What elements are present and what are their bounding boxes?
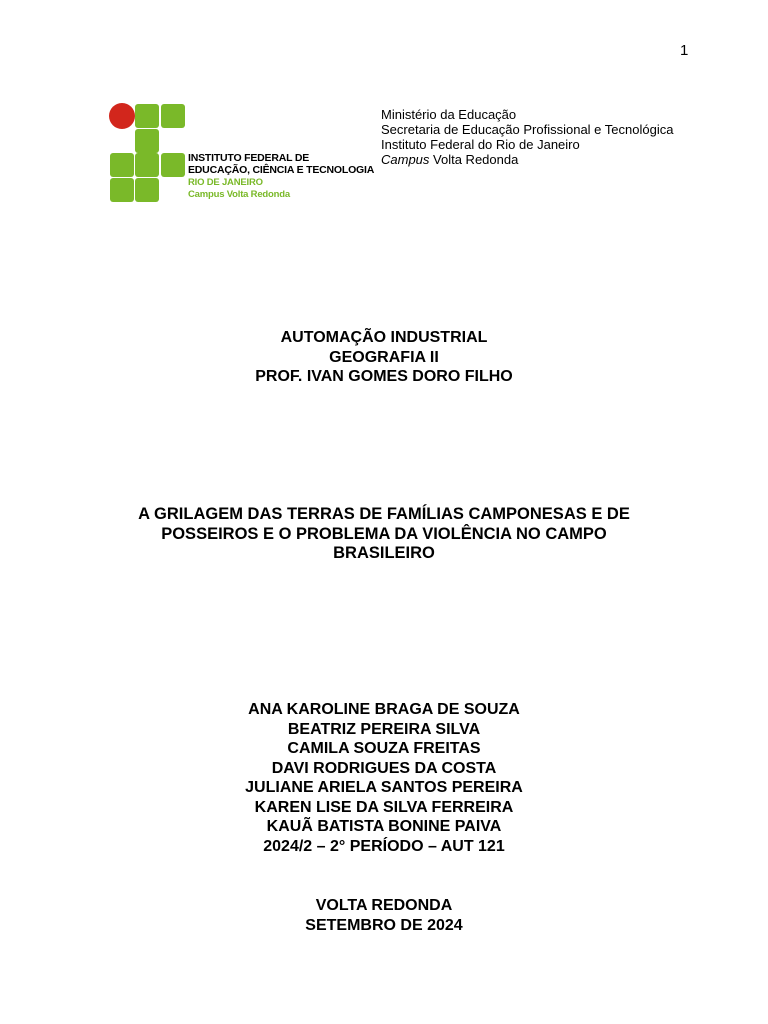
campus-word: Campus — [381, 152, 430, 167]
page-number: 1 — [680, 42, 689, 59]
logo-square — [110, 178, 134, 202]
logo-square — [135, 178, 159, 202]
campus-line — [381, 152, 673, 167]
subject-name: GEOGRAFIA II — [329, 348, 439, 366]
logo-square — [110, 153, 134, 177]
logo-square — [135, 129, 159, 153]
logo-line-1: INSTITUTO FEDERAL DE — [188, 152, 310, 164]
logo-square — [135, 104, 159, 128]
logo-line-3: RIO DE JANEIRO — [188, 177, 263, 188]
ministry-header — [381, 107, 673, 167]
footer — [0, 896, 768, 935]
author-name: BEATRIZ PEREIRA SILVA — [287, 720, 481, 738]
author-name: ANA KAROLINE BRAGA DE SOUZA — [248, 701, 520, 718]
professor-name: PROF. IVAN GOMES DORO FILHO — [255, 368, 513, 385]
authors-list — [0, 700, 768, 856]
course-name: AUTOMAÇÃO INDUSTRIAL — [280, 329, 488, 346]
class-info: 2024/2 – 2° PERÍODO – AUT 121 — [263, 837, 505, 855]
author-name: KAUÃ BATISTA BONINE PAIVA — [266, 818, 502, 835]
logo-red-circle — [109, 103, 135, 129]
document-title — [0, 505, 768, 564]
ministry-line: Ministério da Educação — [381, 107, 517, 122]
secretariat-line: Secretaria de Educação Profissional e Tecnológica — [381, 122, 674, 137]
author-name: KAREN LISE DA SILVA FERREIRA — [254, 798, 514, 816]
logo-line-2: EDUCAÇÃO, CIÊNCIA E TECNOLOGIA — [188, 164, 375, 176]
logo-line-4: Campus Volta Redonda — [188, 189, 290, 200]
logo-square — [161, 153, 185, 177]
campus-name: Volta Redonda — [429, 152, 519, 167]
author-name: CAMILA SOUZA FREITAS — [287, 740, 481, 757]
logo-square — [161, 104, 185, 128]
city: VOLTA REDONDA — [315, 897, 453, 914]
author-name: DAVI RODRIGUES DA COSTA — [271, 759, 497, 777]
logo-square — [135, 153, 159, 177]
course-info — [0, 328, 768, 387]
title-line: A GRILAGEM DAS TERRAS DE FAMÍLIAS CAMPONESAS E DE — [138, 505, 630, 523]
institute-logo — [108, 102, 375, 204]
title-line: POSSEIROS E O PROBLEMA DA VIOLÊNCIA NO CAMPO — [161, 524, 607, 543]
institute-line: Instituto Federal do Rio de Janeiro — [381, 137, 580, 152]
title-line: BRASILEIRO — [333, 544, 435, 562]
date: SETEMBRO DE 2024 — [305, 916, 463, 934]
author-name: JULIANE ARIELA SANTOS PEREIRA — [245, 779, 523, 796]
